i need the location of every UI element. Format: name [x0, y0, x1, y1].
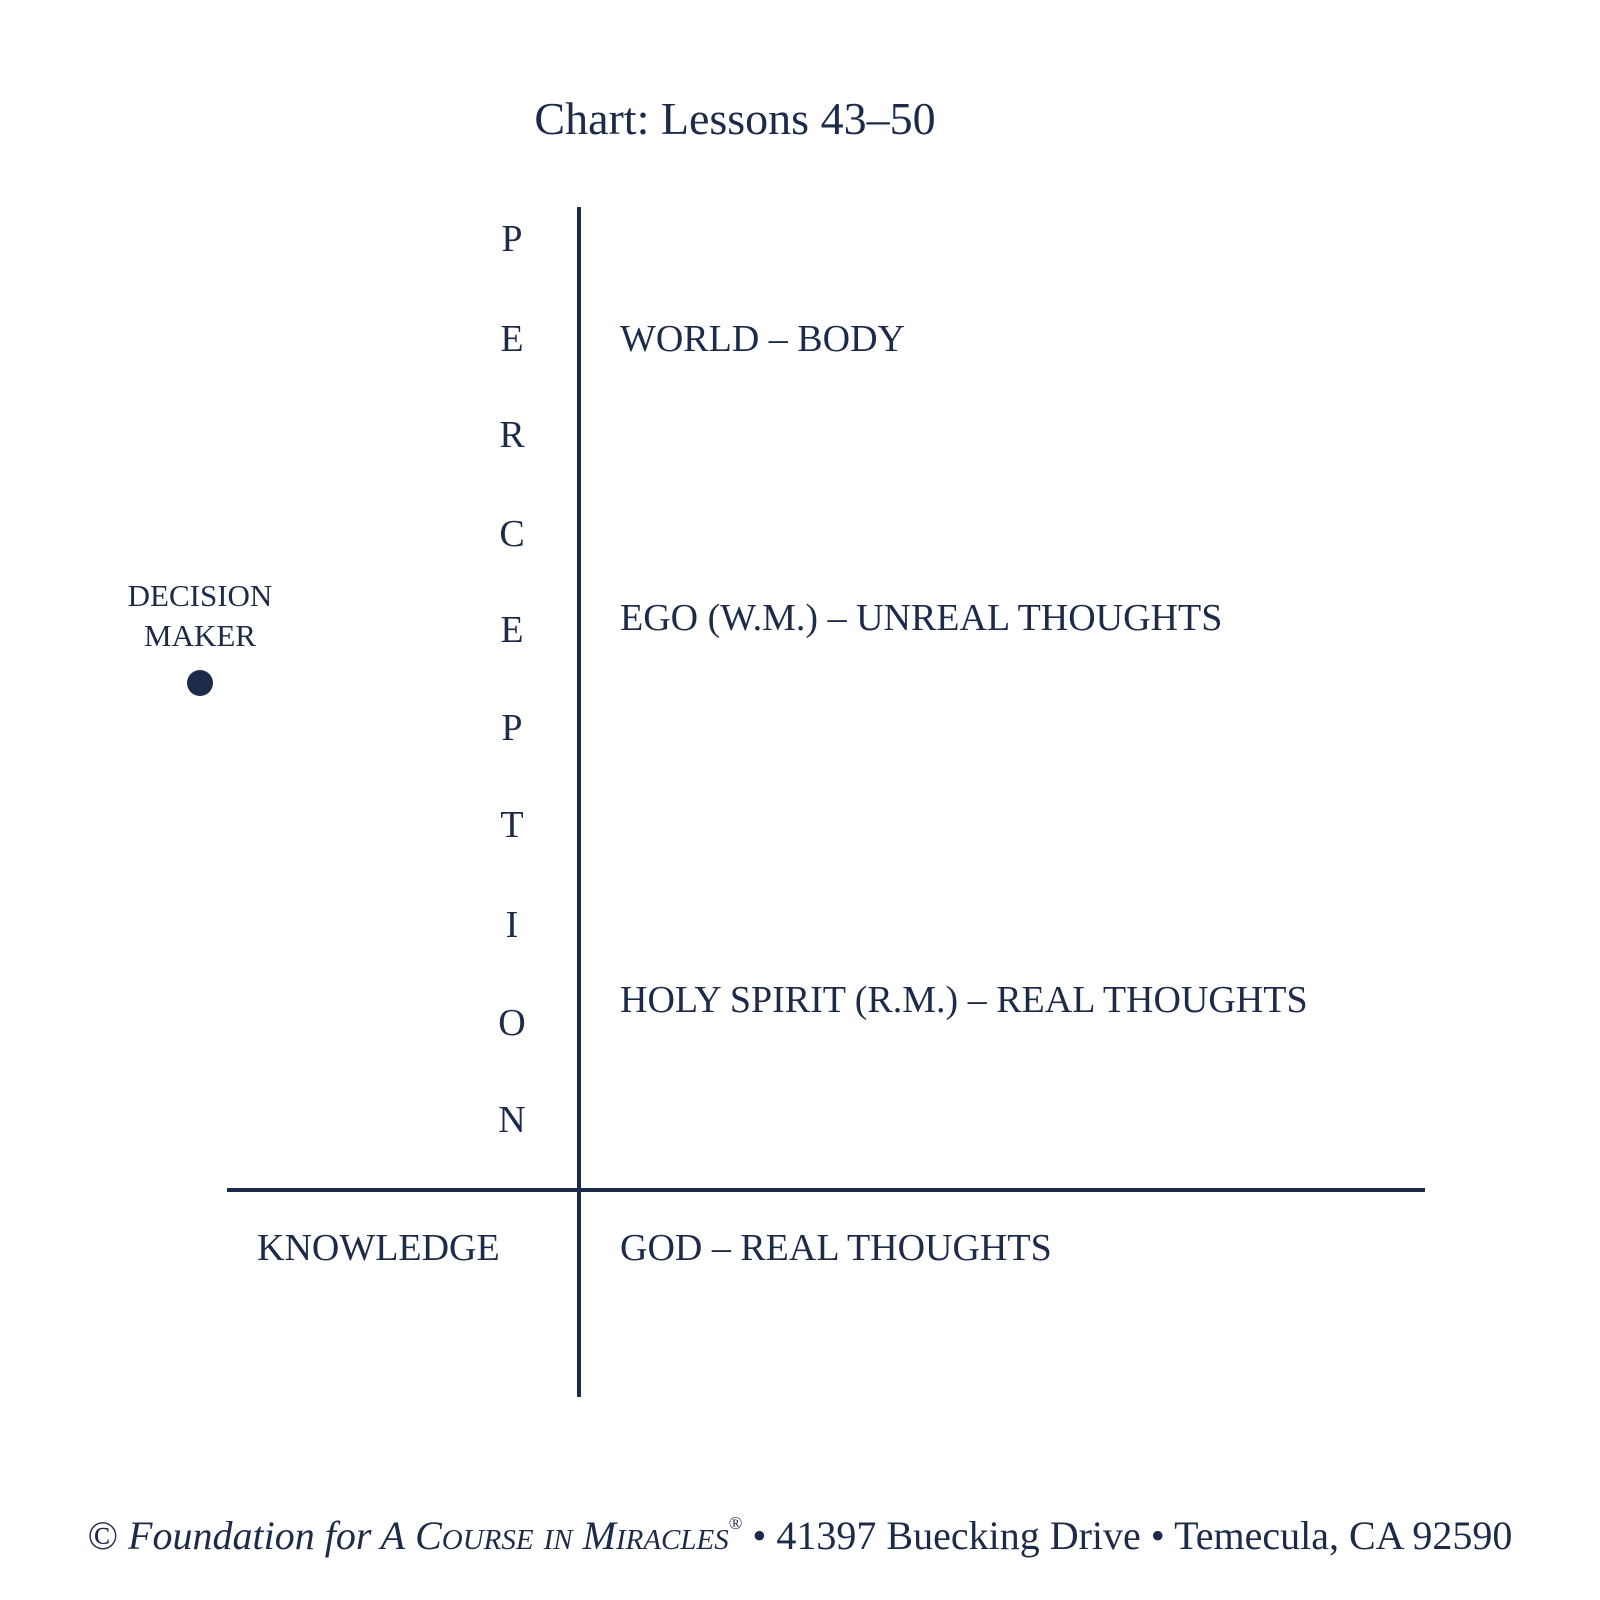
perception-letter: N	[498, 1099, 526, 1141]
ego-label: EGO (W.M.) – UNREAL THOUGHTS	[620, 597, 1223, 639]
perception-letter: O	[498, 1002, 526, 1044]
course-c: C	[415, 1513, 442, 1558]
perception-letter: C	[499, 513, 525, 555]
course-in: IN	[543, 1524, 573, 1556]
course-iracles: IRACLES	[615, 1524, 729, 1556]
perception-letter: E	[500, 609, 524, 651]
decision-maker-dot	[187, 670, 213, 696]
footer-copyright	[0, 1500, 1600, 1563]
horizontal-divider	[227, 1188, 1425, 1192]
vertical-divider	[577, 207, 581, 1397]
decision-maker-line1: DECISION	[127, 578, 273, 613]
decision-maker-label	[100, 576, 300, 656]
perception-letter: E	[500, 318, 524, 360]
knowledge-label: KNOWLEDGE	[257, 1227, 500, 1269]
perception-letter: I	[505, 904, 519, 946]
god-label: GOD – REAL THOUGHTS	[620, 1227, 1052, 1269]
page-title: Chart: Lessons 43–50	[534, 93, 936, 144]
decision-maker-line2: MAKER	[144, 618, 256, 653]
perception-letter: R	[499, 414, 525, 456]
foundation-name: Foundation for A	[128, 1513, 406, 1558]
holy-spirit-label: HOLY SPIRIT (R.M.) – REAL THOUGHTS	[620, 979, 1308, 1021]
copyright-symbol: ©	[87, 1513, 119, 1558]
perception-letter: P	[501, 707, 523, 749]
course-m: M	[582, 1513, 616, 1558]
perception-letter: T	[500, 804, 524, 846]
perception-letter: P	[501, 218, 523, 260]
course-ourse: OURSE	[441, 1524, 534, 1556]
world-body-label: WORLD – BODY	[620, 318, 905, 360]
registered-mark: ®	[728, 1513, 743, 1533]
footer-address: • 41397 Buecking Drive • Temecula, CA 92590	[752, 1513, 1513, 1558]
